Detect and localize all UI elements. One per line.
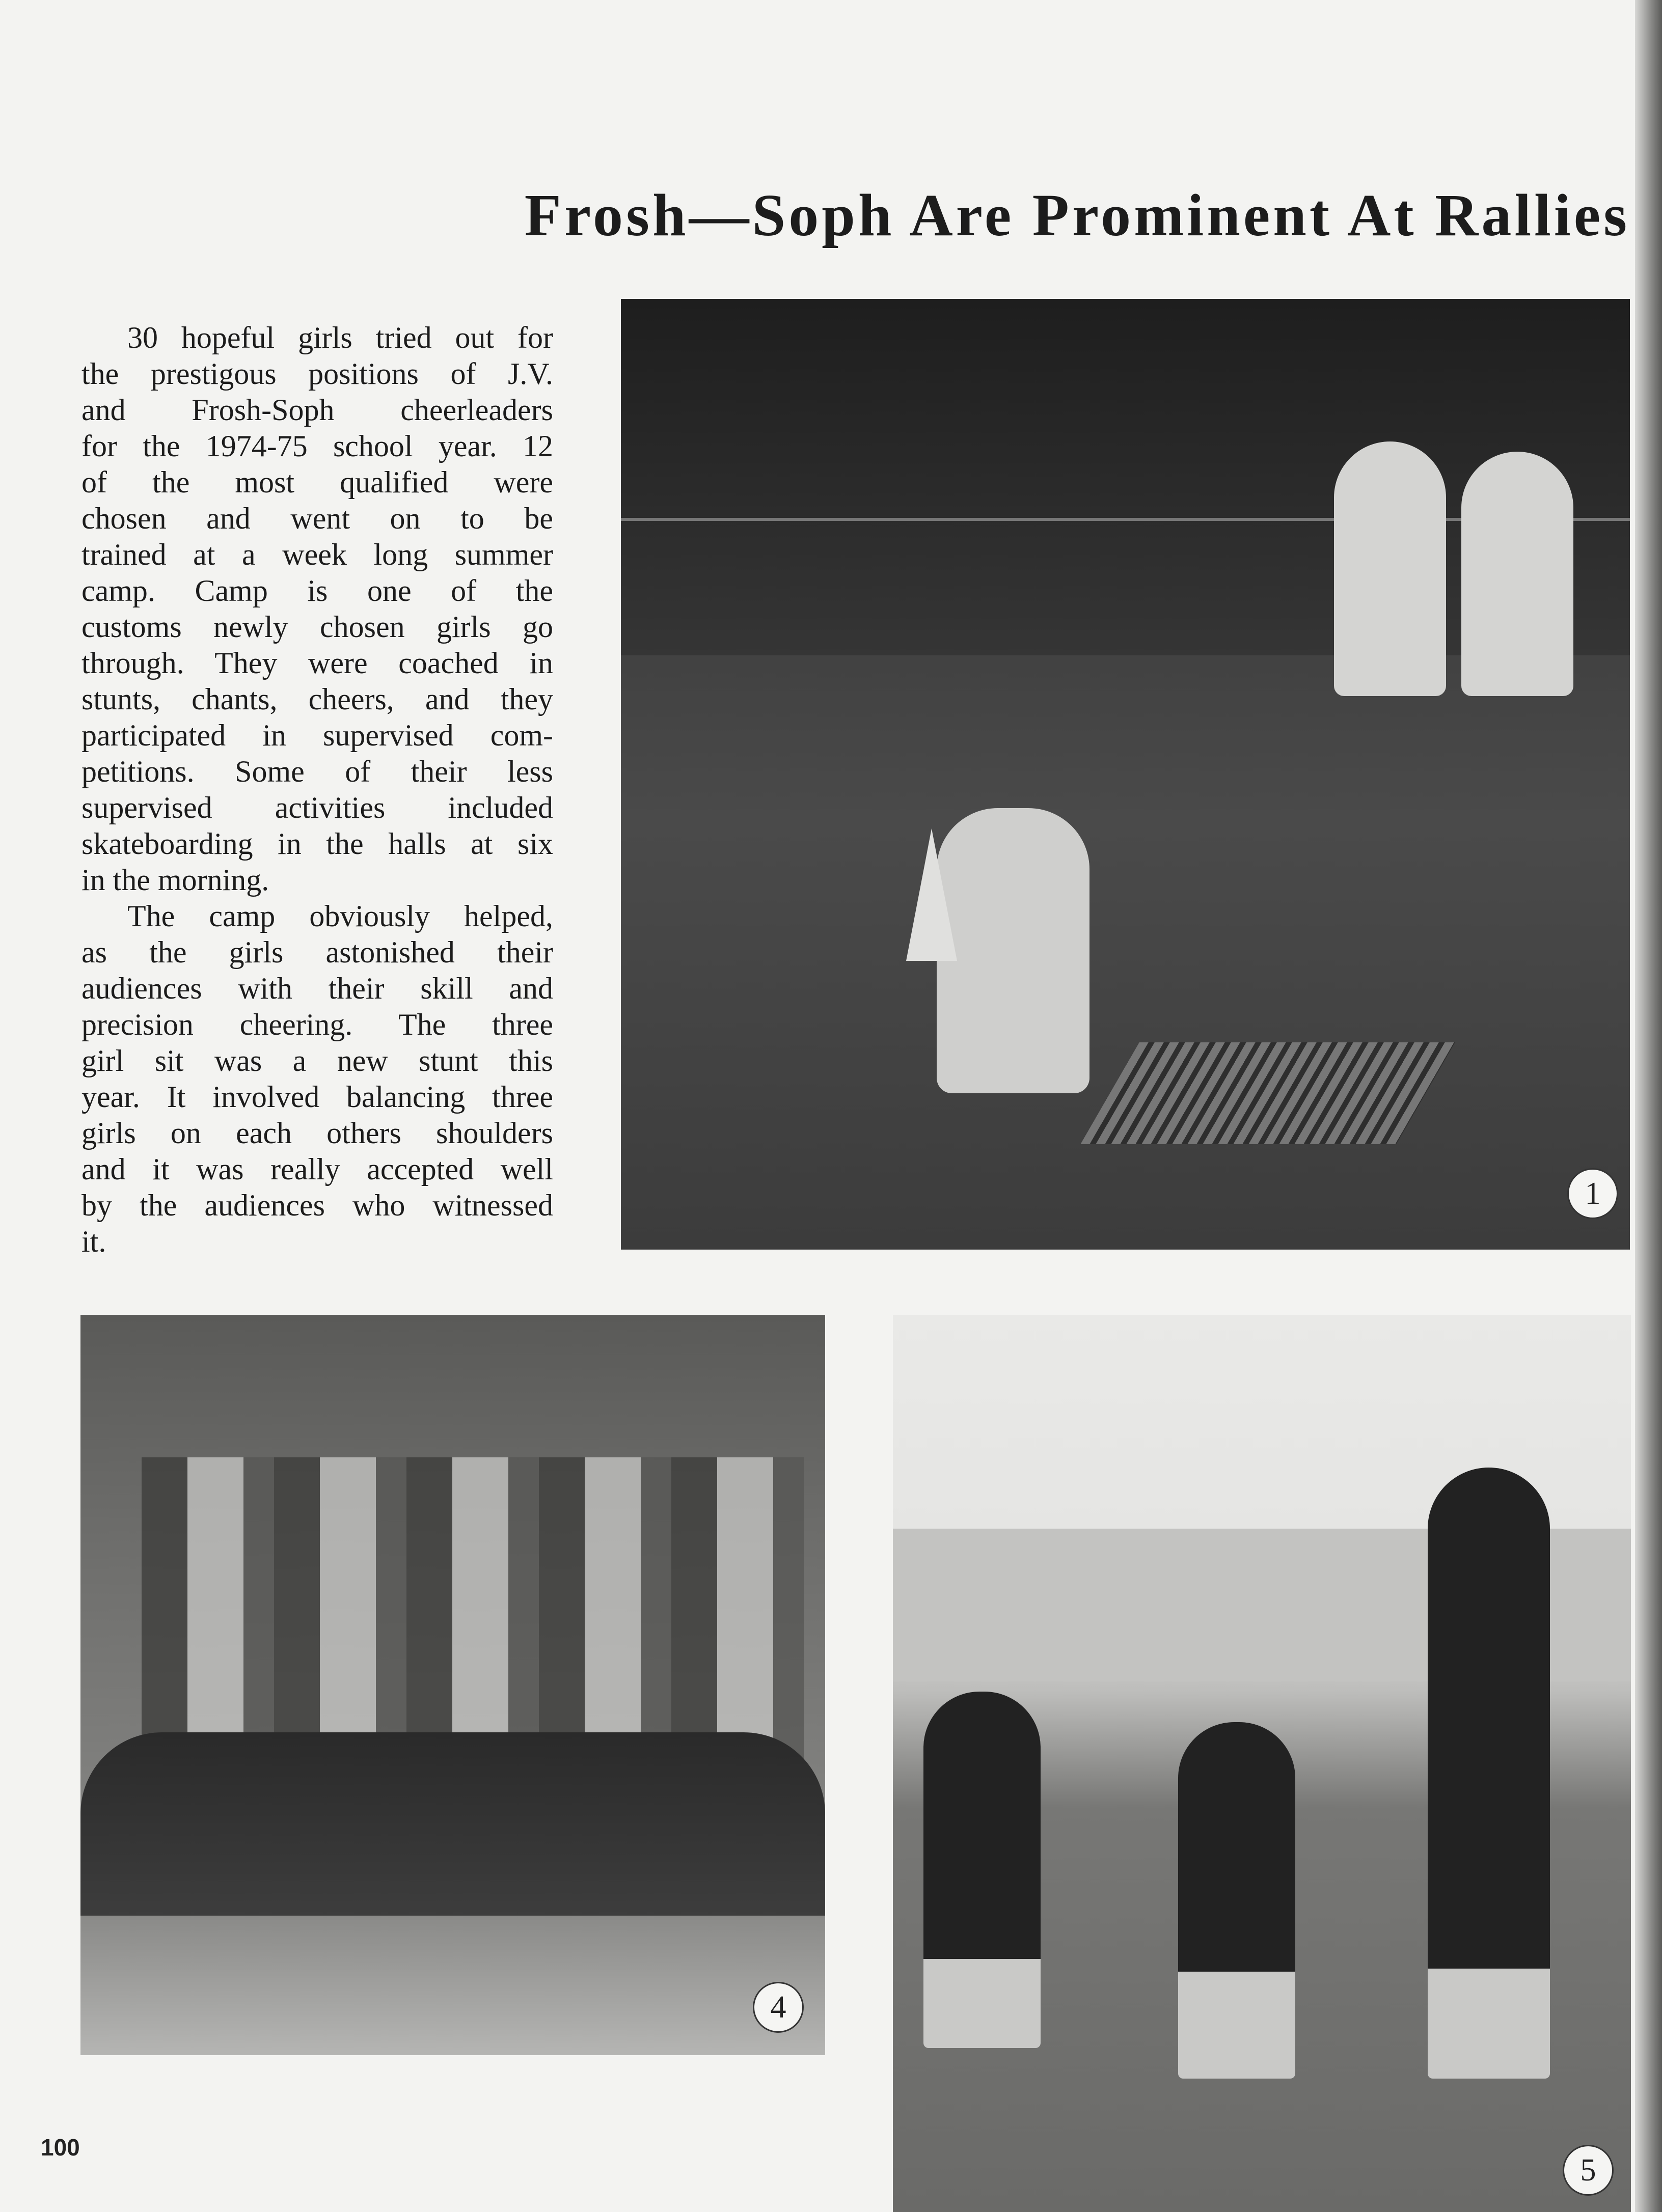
cheerleader-figure: [1461, 452, 1573, 696]
article-line: camp. Camp is one of the: [81, 574, 553, 607]
article-line: in the morning.: [81, 863, 269, 897]
article-line: and it was really accepted well: [81, 1152, 553, 1186]
drain-grate: [1080, 1042, 1455, 1144]
article-line: through. They were coached in: [81, 646, 553, 680]
seated-cheerleaders: [80, 1732, 825, 1936]
article-line: by the audiences who witnessed: [81, 1188, 553, 1222]
article-line: customs newly chosen girls go: [81, 610, 553, 644]
article-line: year. It involved balancing three: [81, 1080, 553, 1114]
photo-cheerleaders-jumping: [621, 299, 1630, 1250]
article-line: stunts, chants, cheers, and they: [81, 682, 553, 716]
article-line: it.: [81, 1225, 106, 1258]
cheerleader-figure: [1428, 1468, 1550, 2079]
article-line: trained at a week long summer: [81, 538, 553, 571]
cheerleader-figure: [1334, 441, 1446, 696]
article-line: the prestigous positions of J.V.: [81, 357, 553, 391]
photo-number-badge: 5: [1563, 2145, 1614, 2196]
article-line: The camp obviously helped,: [127, 899, 553, 933]
standing-crowd: [142, 1457, 804, 1763]
photo-number-badge: 1: [1567, 1168, 1618, 1219]
cheerleader-figure: [923, 1692, 1041, 2048]
article-line: for the 1974-75 school year. 12: [81, 429, 553, 463]
photo-number-badge: 4: [753, 1982, 804, 2033]
photo-three-girl-sit-stunt: [893, 1315, 1631, 2212]
article-line: girls on each others shoulders: [81, 1116, 553, 1150]
article-line: supervised activities included: [81, 791, 553, 824]
gym-floor: [80, 1916, 825, 2055]
article-line: girl sit was a new stunt this: [81, 1044, 553, 1077]
cheerleader-figure: [1178, 1722, 1295, 2079]
article-line: audiences with their skill and: [81, 972, 553, 1005]
photo-cheerleaders-sitting-gym: [80, 1315, 825, 2055]
article-line: precision cheering. The three: [81, 1008, 553, 1041]
article-line: participated in supervised com-: [81, 718, 553, 752]
megaphone: [906, 828, 957, 961]
article-line: chosen and went on to be: [81, 502, 553, 535]
article-line: as the girls astonished their: [81, 935, 553, 969]
page-title: Frosh—Soph Are Prominent At Rallies: [524, 182, 1630, 248]
article-body: [81, 320, 553, 1260]
article-line: 30 hopeful girls tried out for: [127, 321, 553, 354]
article-line: petitions. Some of their less: [81, 755, 553, 788]
article-line: of the most qualified were: [81, 465, 553, 499]
page-number: 100: [41, 2134, 80, 2161]
page-binding-shadow: [1635, 0, 1662, 2212]
article-line: skateboarding in the halls at six: [81, 827, 553, 861]
article-line: and Frosh-Soph cheerleaders: [81, 393, 553, 427]
cheerleader-figure: [937, 808, 1089, 1093]
